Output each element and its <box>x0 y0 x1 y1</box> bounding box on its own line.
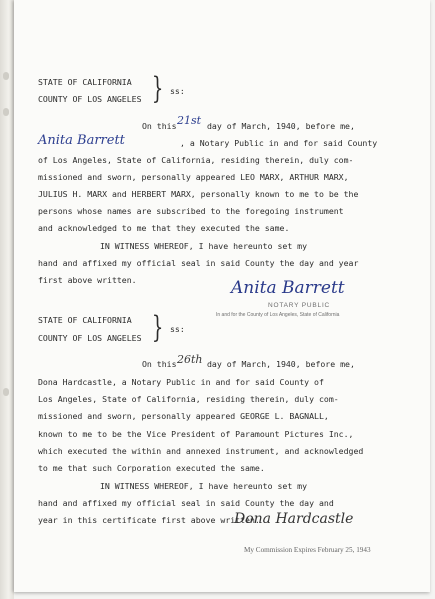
date-prefix: On this <box>142 359 177 369</box>
body-line: known to me to be the Vice President of Paramount Pictures Inc., <box>38 429 354 439</box>
handwritten-day: 26th <box>177 353 203 366</box>
date-suffix: day of March, 1940, before me, <box>207 121 355 131</box>
body-line: year in this certificate first above written. <box>38 515 260 525</box>
notary-signature: Dona Hardcastle <box>234 511 354 527</box>
binding-edge <box>0 0 14 599</box>
notary-stamp-jurisdiction: In and for the County of Los Angeles, State of California <box>216 312 340 318</box>
handwritten-notary-name: Anita Barrett <box>38 133 125 148</box>
venue-brace: } <box>151 310 164 345</box>
witness-line: IN WITNESS WHEREOF, I have hereunto set my <box>100 241 308 251</box>
commission-expiry-stamp: My Commission Expires February 25, 1943 <box>244 546 371 554</box>
body-line: hand and affixed my official seal in said County the day and <box>38 498 334 508</box>
handwritten-day: 21st <box>177 114 202 127</box>
body-line: and acknowledged to me that they executed the same. <box>38 223 290 233</box>
ss-label: ss: <box>170 86 185 96</box>
body-line: hand and affixed my official seal in said County the day and year <box>38 258 359 268</box>
date-suffix: day of March, 1940, before me, <box>207 359 355 369</box>
body-line: Dona Hardcastle, a Notary Public in and for said County of <box>38 377 324 387</box>
body-line: , a Notary Public in and for said County <box>180 138 378 148</box>
body-line: missioned and sworn, personally appeared GEORGE L. BAGNALL, <box>38 411 329 421</box>
venue-state: STATE OF CALIFORNIA <box>38 315 132 325</box>
binding-hole <box>3 72 9 80</box>
binding-hole <box>3 108 9 116</box>
body-line: JULIUS H. MARX and HERBERT MARX, personally known to me to be the <box>38 189 359 199</box>
body-line: missioned and sworn, personally appeared LEO MARX, ARTHUR MARX, <box>38 172 349 182</box>
document-page <box>14 0 430 592</box>
venue-brace: } <box>151 71 164 106</box>
venue-county: COUNTY OF LOS ANGELES <box>38 333 142 343</box>
binding-hole <box>3 388 9 396</box>
body-line: to me that such Corporation executed the same. <box>38 463 265 473</box>
notary-stamp-title: NOTARY PUBLIC <box>268 302 331 309</box>
date-prefix: On this <box>142 121 177 131</box>
body-line: which executed the within and annexed instrument, and acknowledged <box>38 446 364 456</box>
body-line: of Los Angeles, State of California, residing therein, duly com- <box>38 155 354 165</box>
venue-county: COUNTY OF LOS ANGELES <box>38 94 142 104</box>
body-line: persons whose names are subscribed to the foregoing instrument <box>38 206 344 216</box>
body-line: first above written. <box>38 275 137 285</box>
witness-line: IN WITNESS WHEREOF, I have hereunto set my <box>100 481 308 491</box>
venue-state: STATE OF CALIFORNIA <box>38 77 132 87</box>
notary-signature: Anita Barrett <box>231 278 345 298</box>
ss-label: ss: <box>170 324 185 334</box>
body-line: Los Angeles, State of California, residing therein, duly com- <box>38 394 339 404</box>
